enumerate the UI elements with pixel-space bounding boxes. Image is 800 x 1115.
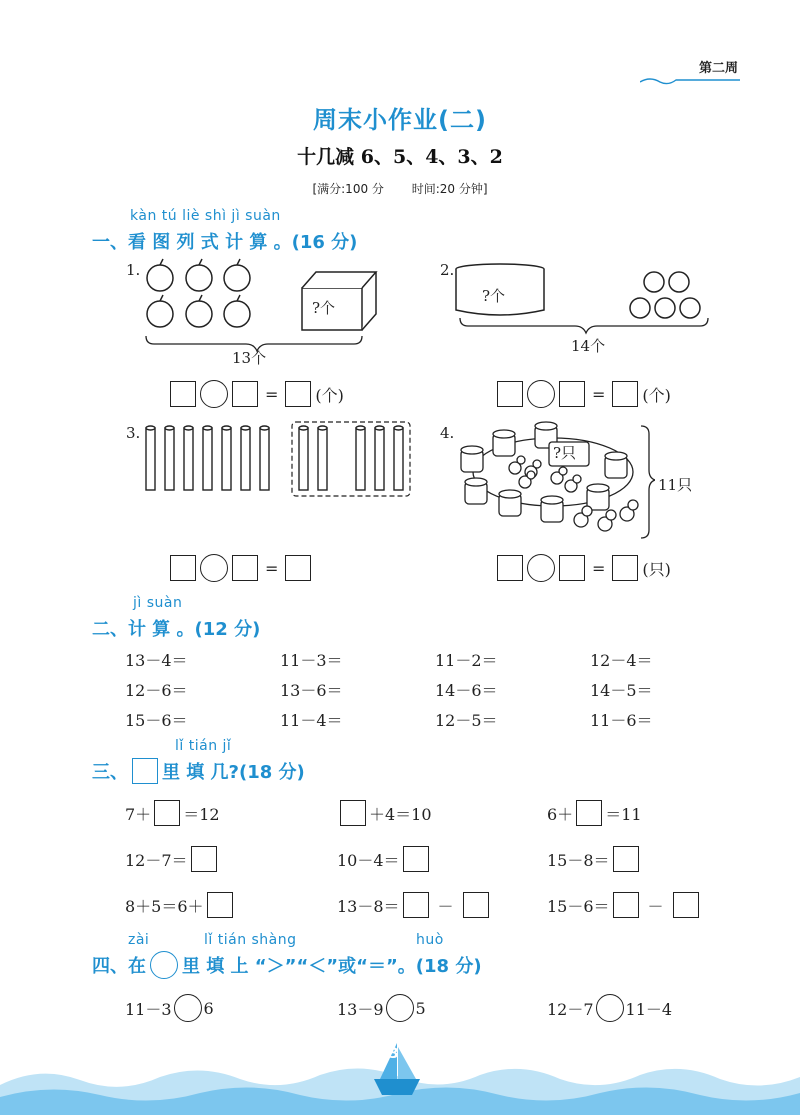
problem2-answer-row [497,380,671,408]
compare-left: 12－7 [547,999,594,1019]
fill-text: 10－4＝ [337,850,400,870]
answer-box[interactable] [559,555,585,581]
answer-box[interactable] [154,800,180,826]
page-number: 3 [389,1046,399,1062]
answer-box[interactable] [232,555,258,581]
calc-item: 11－3＝ [280,651,343,670]
answer-box[interactable] [285,381,311,407]
operator-circle[interactable] [527,554,555,582]
compare-circle[interactable] [386,994,414,1022]
fill-item [337,892,489,918]
week-label: 第二周 [698,61,738,76]
section4-pinyin-litian: lǐ tián shàng [204,932,297,948]
fill-text: 15－6＝ [547,896,610,916]
fill-item [125,892,233,918]
calc-item: 15－6＝ [125,711,188,730]
operator-circle[interactable] [200,554,228,582]
apple-icon [224,295,250,327]
answer-box[interactable] [576,800,602,826]
compare-circle[interactable] [174,994,202,1022]
answer-box[interactable] [340,800,366,826]
problem2-cylinder-label: ?个 [482,287,506,305]
fill-text: － [647,896,664,916]
calc-item: 14－5＝ [590,681,653,700]
answer-box[interactable] [170,555,196,581]
answer-box[interactable] [612,381,638,407]
equals-sign: = [265,384,279,404]
problem3-answer-row [170,554,311,582]
fill-item [337,846,429,872]
section3-heading-suffix: 里 填 几?(18 分) [162,762,305,783]
apple-icon [186,295,212,327]
answer-box[interactable] [191,846,217,872]
problem4-chicks-pen [455,420,655,542]
time-limit: 时间:20 分钟] [411,182,488,196]
answer-box[interactable] [497,555,523,581]
equals-sign: = [592,384,606,404]
compare-circle[interactable] [596,994,624,1022]
answer-box[interactable] [170,381,196,407]
answer-box[interactable] [463,892,489,918]
answer-box[interactable] [207,892,233,918]
problem3-sticks [140,418,420,500]
compare-right: 5 [415,998,426,1018]
log-icon [493,430,515,456]
operator-circle[interactable] [527,380,555,408]
fill-text: － [437,896,454,916]
heading-circle-icon [150,951,178,979]
answer-box[interactable] [497,381,523,407]
page-subtitle: 十几减 6、5、4、3、2 [297,146,503,168]
fill-item [125,846,217,872]
log-icon [461,446,483,472]
answer-box[interactable] [613,892,639,918]
compare-item [547,994,672,1022]
section3-pinyin: lǐ tián jǐ [175,738,232,754]
apple-icon [224,259,250,291]
unit-label: (个) [642,385,671,405]
calc-item: 11－4＝ [280,711,343,730]
section3-heading-prefix: 三、 [92,762,128,783]
compare-right: 11－4 [625,999,673,1019]
problem1-number: 1. [126,261,141,279]
section4-pinyin-huo: huò [416,932,444,948]
operator-circle[interactable] [200,380,228,408]
fill-text: ＋4＝10 [369,804,432,824]
fill-text: 7＋ [125,804,152,824]
problem3-number: 3. [126,424,141,442]
answer-box[interactable] [559,381,585,407]
calc-item: 11－2＝ [435,651,498,670]
log-icon [541,496,563,522]
log-icon [587,484,609,510]
calc-item: 14－6＝ [435,681,498,700]
section2-heading: 二、计 算 。(12 分) [92,619,261,640]
calc-item: 11－6＝ [590,711,653,730]
calc-item: 13－4＝ [125,651,188,670]
answer-box[interactable] [673,892,699,918]
answer-box[interactable] [285,555,311,581]
problem2-total: 14个 [571,337,606,355]
fill-item [547,892,699,918]
problem1-total: 13个 [232,349,267,367]
calc-item: 13－6＝ [280,681,343,700]
equals-sign: = [592,558,606,578]
calc-item: 12－4＝ [590,651,653,670]
fill-text: 8＋5＝6＋ [125,896,204,916]
problem4-answer-row [497,554,671,582]
section4-heading-a: 四、在 [92,956,146,977]
problem4-bubble-label: ?只 [553,444,577,462]
fill-text: ＝11 [605,804,642,824]
apple-icon [147,295,173,327]
chick-icon [598,510,616,531]
calc-item: 12－5＝ [435,711,498,730]
compare-left: 11－3 [125,999,172,1019]
section4-heading-b: 里 填 上 “＞”“＜”或“＝”。(18 分) [182,956,482,977]
header-swoosh [640,72,740,86]
answer-box[interactable] [232,381,258,407]
log-icon [605,452,627,478]
fill-item [547,800,642,826]
answer-box[interactable] [403,846,429,872]
answer-box[interactable] [403,892,429,918]
fill-text: ＝12 [183,804,220,824]
section4-pinyin-zai: zài [128,932,150,948]
section1-pinyin: kàn tú liè shì jì suàn [130,208,281,224]
fill-text: 6＋ [547,804,574,824]
footer-waves [0,1035,800,1115]
problem4-number: 4. [440,424,455,442]
chick-icon [574,506,592,527]
unit-label: (个) [315,385,344,405]
compare-left: 13－9 [337,999,384,1019]
chick-icon [620,500,638,521]
section2-pinyin: jì suàn [133,595,183,611]
fill-text: 12－7＝ [125,850,188,870]
problem1-answer-row [170,380,344,408]
problem4-total: 11只 [658,476,693,494]
problem1-box-label: ?个 [312,299,336,317]
section3-heading [92,758,305,784]
fill-text: 13－8＝ [337,896,400,916]
calc-item: 12－6＝ [125,681,188,700]
score-time-info [0,180,800,197]
page-title: 周末小作业(二) [313,106,487,134]
log-icon [465,478,487,504]
equals-sign: = [265,558,279,578]
full-score: [满分:100 分 [312,182,384,196]
section1-heading: 一、看 图 列 式 计 算 。(16 分) [92,232,358,253]
apple-icon [186,259,212,291]
compare-item [337,994,426,1022]
fill-item [547,846,639,872]
fill-text: 15－8＝ [547,850,610,870]
problem2-number: 2. [440,261,455,279]
apple-icon [147,259,173,291]
heading-box-icon [132,758,158,784]
compare-item [125,994,214,1022]
compare-right: 6 [203,998,214,1018]
answer-box[interactable] [613,846,639,872]
section4-heading [92,951,482,979]
fill-item [125,800,220,826]
answer-box[interactable] [612,555,638,581]
unit-label: (只) [642,559,671,579]
log-icon [499,490,521,516]
fill-item [340,800,432,826]
